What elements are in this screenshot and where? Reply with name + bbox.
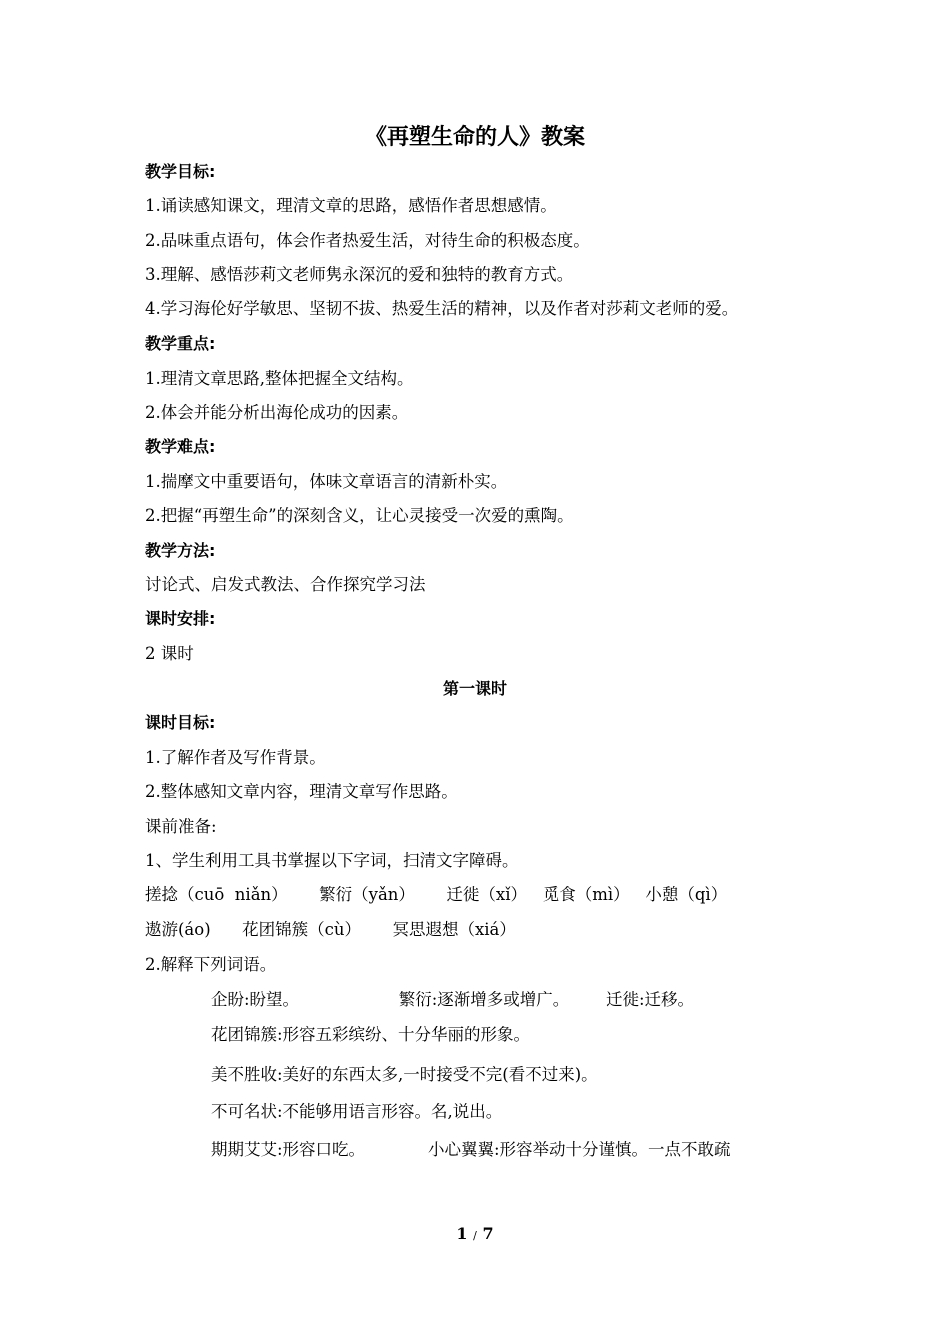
definition-line: 不可名状:不能够用语言形容。名,说出。 (211, 1102, 503, 1121)
lesson-goal-item: 1.了解作者及写作背景。 (145, 748, 326, 767)
definition-line: 企盼:盼望。 繁衍:逐渐增多或增广。 迁徙:迁移。 (211, 990, 695, 1009)
method-text: 讨论式、启发式教法、合作探究学习法 (145, 575, 426, 594)
vocabulary-row: 搓捻（cuō niǎn） 繁衍（yǎn） 迁徙（xǐ） 觅食（mì） 小憩（qì） (145, 885, 728, 904)
section-heading-first-lesson: 第一课时 (442, 679, 507, 698)
heading-difficulties: 教学难点: (145, 437, 216, 456)
goal-item: 4.学习海伦好学敏思、坚韧不拔、热爱生活的精神，以及作者对莎莉文老师的爱。 (145, 299, 739, 318)
heading-methods: 教学方法: (145, 541, 216, 560)
difficulty-item: 2.把握“再塑生命”的深刻含义，让心灵接受一次爱的熏陶。 (145, 506, 574, 525)
definition-line: 期期艾艾:形容口吃。 小心翼翼:形容举动十分谨慎。一点不敢疏 (211, 1140, 731, 1159)
heading-key-points: 教学重点: (145, 334, 216, 353)
goal-item: 2.品味重点语句，体会作者热爱生活，对待生命的积极态度。 (145, 231, 590, 250)
page-number (0, 1224, 950, 1243)
goal-item: 1.诵读感知课文，理清文章的思路，感悟作者思想感情。 (145, 196, 557, 215)
preparation-label: 课前准备: (145, 817, 217, 836)
page-separator: / (473, 1229, 477, 1242)
goal-item: 3.理解、感悟莎莉文老师隽永深沉的爱和独特的教育方式。 (145, 265, 574, 284)
heading-teaching-goals: 教学目标: (145, 162, 216, 181)
heading-lesson-goals: 课时目标: (145, 713, 216, 732)
key-point-item: 2.体会并能分析出海伦成功的因素。 (145, 403, 409, 422)
total-pages: 7 (482, 1224, 494, 1243)
document-title: 《再塑生命的人》教案 (364, 125, 585, 150)
schedule-text: 2 课时 (145, 644, 194, 663)
preparation-item: 1、学生利用工具书掌握以下字词，扫清文字障碍。 (145, 851, 519, 870)
heading-schedule: 课时安排: (145, 609, 216, 628)
definition-line: 美不胜收:美好的东西太多,一时接受不完(看不过来)。 (211, 1065, 598, 1084)
lesson-goal-item: 2.整体感知文章内容，理清文章写作思路。 (145, 782, 458, 801)
difficulty-item: 1.揣摩文中重要语句，体味文章语言的清新朴实。 (145, 472, 508, 491)
preparation-item: 2.解释下列词语。 (145, 955, 277, 974)
definition-line: 花团锦簇:形容五彩缤纷、十分华丽的形象。 (211, 1025, 531, 1044)
key-point-item: 1.理清文章思路,整体把握全文结构。 (145, 369, 414, 388)
current-page: 1 (456, 1224, 468, 1243)
vocabulary-row: 遨游(áo) 花团锦簇（cù） 冥思遐想（xiá） (145, 920, 516, 939)
